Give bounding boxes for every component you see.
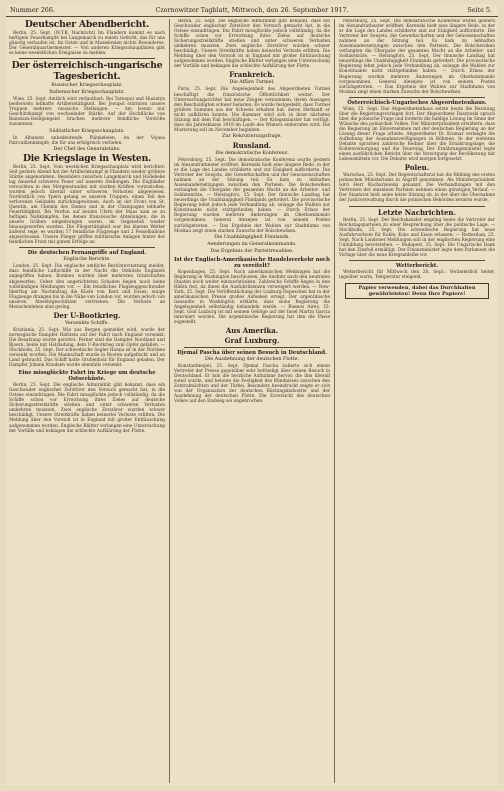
headline-ubootkrieg: Der U-Bootkrieg. [53,310,121,320]
subhead-russ: Russischer Kriegsschauplatz. [51,83,123,89]
headline-luxburg: Graf Luxburg. [224,336,280,346]
subhead-suedost: Südöstlicher Kriegsschauplatz. [49,128,125,134]
column-2 [174,19,330,783]
headline-amerika: Aus Amerika. [225,326,279,336]
article-text: Berlin, 25. Sept. Die englische Admiralität gibt bekannt, dass ein Geschwader englischer Zerstörer den Versuch gemacht hat, in die Ostsee einzudringen. Die Fahrt missglückte jedoch vollständig, da die Schiffe schon vor Erreichung ihres Zieles auf deutsche Sicherungsstreitkräfte stießen und unter schweren Verlusten umkehren mussten. Zwei englische Zerstörer wurden schwer beschädigt. Unsere Streitkräfte haben keinerlei Verluste erlitten. Die Meldung über den Vorstoß ist in England mit großer Enttäuschung aufgenommen worden. Englische Blätter verlangen eine Untersuchung der Vorfälle und beklagen die schlechte Aufklärung der Flotte. [9,383,165,434]
subhead-versenkte-schiffe: Versenkte Schiffe. [64,320,110,326]
divider [349,260,485,261]
article-text: Berlin, 25. Sept. Die englische Admiralität gibt bekannt, dass ein Geschwader englischer Zerstörer den Versuch gemacht hat, in die Ostsee einzudringen. Die Fahrt missglückte jedoch vollständig, da die Schiffe schon vor Erreichung ihres Zieles auf deutsche Sicherungsstreitkräfte stießen und unter schweren Verlusten umkehren mussten. Zwei englische Zerstörer wurden schwer beschädigt. Unsere Streitkräfte haben keinerlei Verluste erlitten. Die Meldung über den Vorstoß ist in England mit großer Enttäuschung aufgenommen worden. Englische Blätter verlangen eine Untersuchung der Vorfälle und beklagen die schlechte Aufklärung der Flotte. [174,19,330,70]
subhead-flotte: Die Ausdehnung der deutschen Flotte. [205,357,299,363]
newspaper-page [6,4,498,786]
subhead-ital: Italienischer Kriegsschauplatz. [49,90,125,96]
article-text: Wien, 25. Sept. Das Abgeordnetenhaus setzte heute die Beratung über die Regierungsvorlagen fort. Der Abgeordnete Daszynski sprach über die polnische Frage und forderte die baldige Lösung im Sinne der Wünsche des polnischen Volkes. Der Ministerpräsident erwiderte, dass die Regierung im Einvernehmen mit der deutschen Regierung an der Lösung dieser Frage arbeite. Abgeordneter Dr. Kramar verlangte die Aufhebung der Ausnahmsverfügungen in Böhmen. In der weiteren Debatte sprachen zahlreiche Redner über die Ernährungslage, die Kohlenversorgung und die Teuerung. Der Ernährungsminister legte einen ausführlichen Bericht über die Versorgung der Bevölkerung mit Lebensmitteln vor. Die Debatte wird morgen fortgesetzt. [339,106,495,163]
headline-polen: Polen. [404,163,430,173]
headline-letzte-nachrichten: Letzte Nachrichten. [378,207,456,217]
subhead-generalkommando: Aenderungen im Generalkommando. [207,241,297,247]
article-text: Berlin, 25. Sept. Vom westlichen Kriegsschauplatz wird berichtet: Seit gestern Abend hat der Artilleriekampf in Flandern wieder größere Stärke angenommen. Besonders zwischen Langemarck und Hollebeke lag dauernd schweres Feuer auf unseren Stellungen. Die Engländer versuchten in den Morgenstunden mit starken Kräften vorzustoßen, wurden jedoch überall unter schweren Verlusten abgewiesen. Nordöstlich von Ypern gelang es unseren Truppen, einen Teil des verlorenen Geländes zurückzugewinnen. Auch an der Front von St. Quentin, am Chemin des Dames und in der Champagne lebhafte Feuertätigkeit. Bei Verdun auf beiden Ufern der Maas kam es zu heftigen Nahkämpfen, bei denen französische Abteilungen, die in unsere Gräben eingedrungen waren, im Gegenstoß wieder hinausgeworfen wurden. Die Fliegertätigkeit war bei klarem Wetter äußerst rege; es wurden 17 feindliche Flugzeuge und 2 Fesselballone abgeschossen. Unsere Flieger griffen militärische Anlagen hinter der feindlichen Front mit gutem Erfolge an. [9,164,165,246]
article-text: Wien, 25. Sept. Amtlich wird verlautbart: Bei Tarnopol und Husiatyn beiderseits lebhafte Artillerietätigkeit. Bei Jezupol stürmten unsere Truppen mehrere russische Stellungen. — Am Isonzo nur Geschützkampf von wechselnder Stärke. Auf der Hochfläche von Bainsizza-Heiligengeist brachen mehrere feindliche Vorstöße zusammen. [9,97,165,128]
column-3 [339,19,495,783]
headline-ostsee: Eine missglückte Fahrt im Kriege um deutsche Ostseeküste. [18,370,156,383]
headline-russland: Russland. [232,140,272,150]
signature: Der Chef des Generalstabs. [53,146,121,152]
article-text: Konstantinopel, 25. Sept. Djemal Pascha äußerte sich einem Vertreter der Presse gegenüber sehr befriedigt über seinen Besuch in Deutschland. Er hob die herzliche Aufnahme hervor, die ihm überall zuteil wurde, und betonte die Festigkeit des Bündnisses zwischen den Zentralmächten und der Türkei. Besonders beeindruckt zeigte er sich von der Organisation der deutschen Rüstungsindustrie und der Ausdehnung der deutschen Flotte. Die Zuversicht des deutschen Volkes auf den Endsieg sei ungebrochen. [174,364,330,405]
subhead-englische-berichte: Englische Berichte. [63,257,111,263]
notice-box: Papier verwenden, dabei das Durchhalten gewährleisten! Denn Ihre Papiere! [345,283,489,299]
subhead-rekrutierung: Zur Rekrutierungsfrage. [222,133,282,139]
article-text: Petersburg, 25. Sept. Die demokratische Konferenz wurde gestern im Alexandratheater eröffnet. Kerenski hielt eine längere Rede, in der er die Lage des Landes schilderte und zur Einigkeit aufforderte. Die Vertreter der Sowjets, der Gewerkschaften und der Genossenschaften nahmen an der Sitzung teil. Es kam zu lebhaften Auseinandersetzungen zwischen den Parteien. Die Bolschewiken verlangten die Übergabe der gesamten Macht an die Arbeiter- und Soldatenräte. — Helsingfors, 25. Sept. Der finnische Landtag hat neuerdings die Unabhängigkeit Finnlands gefordert. Die provisorische Regierung lehnt jedoch jede Verhandlung ab, solange die Wahlen zur Konstituante nicht stattgefunden haben. — Durch Erlass der Regierung wurden mehrere Änderungen im Oberkommando vorgenommen. General Alexejew ist von seinem Posten zurückgetreten. — Das Ergebnis der Wahlen zur Stadtduma von Moskau zeigt einen starken Zuwachs der Bolschewiken. [339,19,495,95]
headline-abgeordnetenhaus: Österreichisch-Ungarisches Abgeordnetenhaus. [347,99,487,106]
subhead-handelsverkehr: Ist der Englisch-Amerikanische Handelsverkehr noch zu vereitelt? [174,256,330,269]
subhead-finnland: Die Unabhängigkeit Finnlands. [214,234,290,240]
subhead-wahlen: Das Ergebnis der Parteitreuahlen. [210,248,294,254]
headline-fernangriffe: Die deutschen Fernangriffe auf England. [27,250,147,257]
headline-deutscher-abendbericht: Deutscher Abendbericht. [24,19,150,30]
page-number: Seite 5. [467,6,492,14]
subhead-konferenz: Die demokratische Konferenz. [215,150,289,156]
column-rule [169,19,170,783]
headline-wetterbericht: Wetterbericht. [395,262,439,269]
subhead-turmel: Die Affäre Turmel. [229,80,275,86]
column-1 [9,19,165,783]
article-text: Kristiania, 25. Sept. Wie aus Bergen gemeldet wird, wurde der norwegische Dampfer Hafstein auf der Fahrt nach England versenkt. Die Besatzung wurde gerettet. Ferner sind die Dampfer Nordland und Bjoern, beide mit Holzladung, dem U-Bootkrieg zum Opfer gefallen. — Stockholm, 25. Sept. Der schwedische Segler Hanna ist in der Nordsee versenkt worden. Die Mannschaft wurde in Booten aufgefischt und an Land gebracht. Das Schiff hatte Grubenholz für England geladen. Der Dampfer Johann Knudsen wurde ebenfalls versenkt. [9,327,165,369]
headline-tagesbericht-2: Tagesbericht. [53,71,121,83]
article-text: London, 25. Sept. Die englische amtliche Berichterstattung meldet, dass feindliche Luftschiffe in der Nacht die Ostküste Englands angegriffen haben. Bomben wurden über mehreren Grafschaften abgeworfen. Ueber den angerichteten Schaden liegen noch keine vollständigen Meldungen vor. — Ein feindliches Flugzeuggeschwader überflog am Nachmittag die Küste von Kent und Essex; einige Flugzeuge drangen bis in die Nähe von London vor, wurden jedoch von unseren Abwehrgeschützen vertrieben. Die Verluste an Menschenleben sind gering. [9,264,165,310]
article-text: Berlin, 25. Sept. Der Reichskanzler empfing heute die Vertreter der Reichstagsparteien zu einer Besprechung über die politische Lage. — Stockholm, 25. Sept. Die schwedische Regierung hat neue Ausfuhrverbote für Kohle, Koks und Eisen erlassen. — Rotterdam, 25. Sept. Nach Londoner Meldungen soll in der englischen Regierung eine Umbildung bevorstehen. — Budapest, 25. Sept. Die Ungarische Bank hat den Zinsfuß ermäßigt. Der Finanzminister legte dem Parlament die Vorlage über die neue Kriegsanleihe vor. [339,217,495,258]
divider [19,247,155,248]
article-text: Petersburg, 25. Sept. Die demokratische Konferenz wurde gestern im Alexandratheater eröffnet. Kerenski hielt eine längere Rede, in der er die Lage des Landes schilderte und zur Einigkeit aufforderte. Die Vertreter der Sowjets, der Gewerkschaften und der Genossenschaften nahmen an der Sitzung teil. Es kam zu lebhaften Auseinandersetzungen zwischen den Parteien. Die Bolschewiken verlangten die Übergabe der gesamten Macht an die Arbeiter- und Soldatenräte. — Helsingfors, 25. Sept. Der finnische Landtag hat neuerdings die Unabhängigkeit Finnlands gefordert. Die provisorische Regierung lehnt jedoch jede Verhandlung ab, solange die Wahlen zur Konstituante nicht stattgefunden haben. — Durch Erlass der Regierung wurden mehrere Änderungen im Oberkommando vorgenommen. General Alexejew ist von seinem Posten zurückgetreten. — Das Ergebnis der Wahlen zur Stadtduma von Moskau zeigt einen starken Zuwachs der Bolschewiken. [174,157,330,234]
article-text: In Albanien unbedeutende Plänkeleien. An der Vojusa Patrouillenkämpfe, die für uns erfolgreich verliefen. [9,135,165,146]
divider [349,97,485,98]
headline-frankreich: Frankreich. [229,70,275,80]
headline-tagesbericht: Der österreichisch-ungarische [11,60,163,72]
article-text: Paris, 25. Sept. Die Angelegenheit des Abgeordneten Turmel beschäftigt die französische Öffentlichkeit weiter. Der Untersuchungsrichter hat neue Zeugen vernommen, deren Aussagen den Beschuldigten schwer belasten. Es wurde festgestellt, dass Turmel größere Summen aus der Schweiz erhalten hat, deren Herkunft er nicht aufklären konnte. Die Kammer wird sich in ihrer nächsten Sitzung mit dem Fall beschäftigen. — Der Kriegsminister hat verfügt, dass die Jahresklasse 1919 im Laufe des Winters einberufen wird. Die Musterung soll im November beginnen. [174,87,330,133]
newspaper-title-date: Czernowitzer Tagblatt, Mittwoch, den 26. September 1917. [155,6,349,14]
article-text: Berlin, 25. Sept. (W.T.B. Nachricht) Im Flandern kommt es nach heftigem Feuerkampfe bei Langemarck zu einem Gefecht, das für uns günstig verlaufen ist. Im Osten und in Mazedonien nichts Besonderes. Der Generalquartiermeister. — Von anderen Kriegsschauplätzen gibt es keine wesentlichen Ereignisse zu melden. [9,31,165,57]
article-text: Kopenhagen, 25. Sept. Nach amerikanischen Meldungen hat die Regierung in Washington beschlossen, die Ausfuhr nach den neutralen Staaten noch weiter einzuschränken. Zahlreiche Schiffe liegen in den Häfen fest, da ihnen die Ausfuhrlizenzen verweigert werden. — New-York, 25. Sept. Die Veröffentlichung der Luxburg-Depeschen hat in der amerikanischen Presse großes Aufsehen erregt. Der argentinische Gesandte in Washington erklärte, dass seine Regierung die Angelegenheit selbständig behandeln werde. — Buenos Aires, 25. Sept. Graf Luxburg ist mit seinem Gefolge auf der Insel Martin Garcia interniert worden. Die argentinische Regierung hat ihm die Pässe zugestellt. [174,269,330,326]
column-rule [334,19,335,783]
headline-djemal-pascha: Djemal Pascha über seinen Besuch in Deutschland. [177,350,327,357]
headline-kriegslage: Die Kriegslage in Westen. [22,152,152,164]
divider [184,347,320,348]
masthead [6,4,498,17]
weather-text: Wetterbericht für Mittwoch den 26. Sept.: Veränderlich heiter, tagsüber warm, Temperatur steigend. [339,269,495,280]
issue-number: Nummer 266. [10,6,55,14]
article-text: Warschau, 25. Sept. Der Regentschaftsrat hat die Bildung des ersten polnischen Ministeriums in Angriff genommen. Als Ministerpräsident wird Herr Kucharzewski genannt. Die Verhandlungen mit den Vertretern der einzelnen Parteien nehmen einen günstigen Verlauf. — Der Staatsrat hielt seine letzte Sitzung ab, in der über die Übernahme der Justizverwaltung durch die polnischen Behörden beraten wurde. [339,173,495,204]
divider [19,58,155,59]
divider [349,206,485,207]
